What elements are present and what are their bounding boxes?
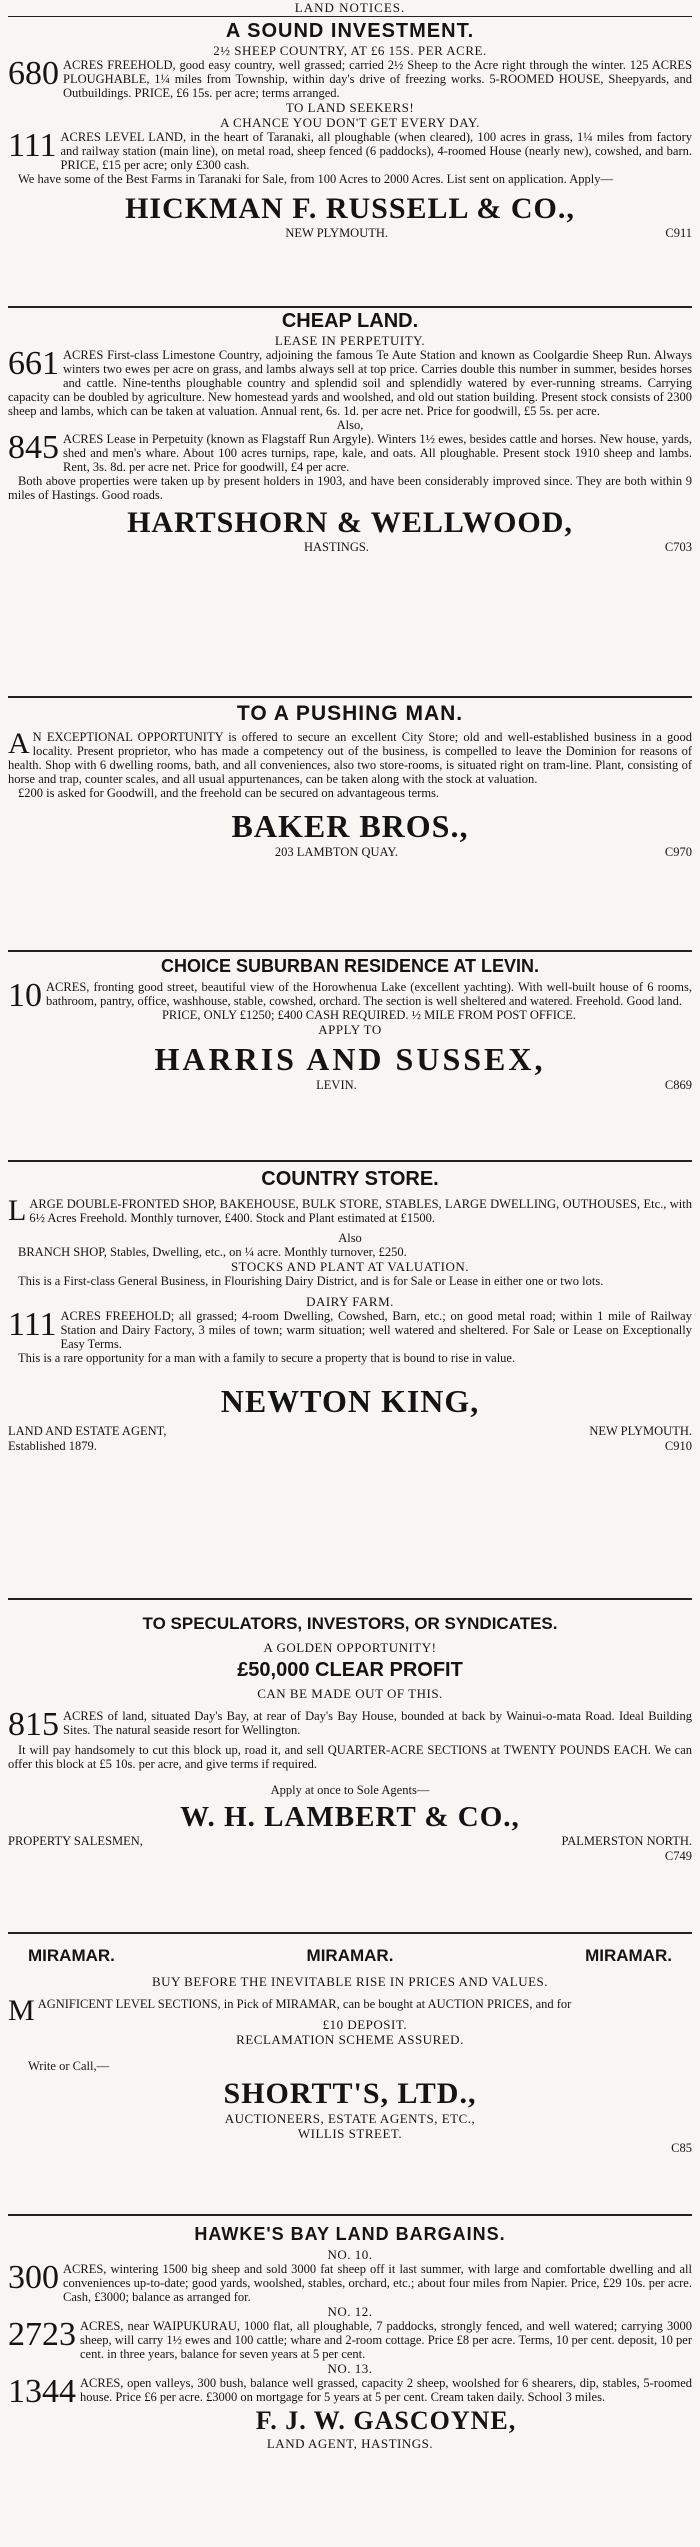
agent-location: LAND AGENT, HASTINGS. [266, 2436, 434, 2451]
ad-title: HAWKE'S BAY LAND BARGAINS. [194, 2224, 506, 2244]
ad-code: C911 [665, 226, 692, 240]
drop-cap: A [8, 727, 30, 760]
agent-name: HARRIS AND SUSSEX, [154, 1041, 546, 1077]
agent-location: WILLIS STREET. [297, 2126, 403, 2141]
ad-subtitle: 2½ SHEEP COUNTRY, AT £6 15S. PER ACRE. [213, 43, 487, 58]
acreage-number: 10 [8, 977, 42, 1014]
ad-paragraph: N EXCEPTIONAL OPPORTUNITY is offered to secure an excellent City Store; old and well-established business in a good locality. Present proprietor, who has made a competency out of the business, is compelled to leave the Dominion for reasons of health. Shop with 6 dwelling rooms, bath, and all conveniences, also two store-rooms, is situated right on tram-line. Plant, consisting of horse and trap, counter scales, and all usual appurtenances, can be taken along with the stock at valuation. [8, 730, 692, 786]
ad-code: C749 [664, 1849, 692, 1863]
ad-speculators [8, 1598, 692, 1934]
ad-paragraph: BRANCH SHOP, Stables, Dwelling, etc., on ¼ acre. Monthly turnover, £250. [18, 1245, 407, 1259]
ad-title: COUNTRY STORE. [261, 1168, 439, 1190]
section-header: LAND NOTICES. [8, 0, 692, 17]
ad-paragraph: It will pay handsomely to cut this block up, road it, and sell QUARTER-ACRE SECTIONS at TWENTY POUNDS EACH. We can offer this block at £5 10s. per acre, and give terms if required. [8, 1743, 692, 1771]
ad-line: TO LAND SEEKERS! [285, 100, 415, 115]
agent-name: HARTSHORN & WELLWOOD, [127, 506, 573, 539]
agent-location: LEVIN. [316, 1078, 357, 1092]
ad-paragraph: ACRES, wintering 1500 big sheep and sold 3000 fat sheep off it last summer, with large and comfortable dwelling and all conveniences up-to-date; good yards, woolshed, stables, orchard, etc.; about four miles from Napier. Price, £29 10s. per acre. Cash, £3000; balance as arranged for. [63, 2262, 692, 2304]
ad-paragraph: AGNIFICENT LEVEL SECTIONS, in Pick of MIRAMAR, can be bought at AUCTION PRICES, and for [37, 1997, 572, 2011]
newspaper-page [8, 0, 692, 2547]
ad-code: C85 [671, 2141, 692, 2155]
property-number: NO. 12. [327, 2304, 373, 2319]
drop-cap: L [8, 1194, 27, 1227]
ad-subtitle: BUY BEFORE THE INEVITABLE RISE IN PRICES AND VALUES. [151, 1974, 549, 1989]
ad-paragraph: ACRES Lease in Perpetuity (known as Flagstaff Run Argyle). Winters 1½ ewes, besides cattle and horses. New house, yards, shed and men's whare. About 100 acres turnips, rape, kale, and oats. All ploughable. Present stock 1910 sheep and lambs. Rent, 3s. 8d. per acre net. Price for goodwill, £4 per acre. [63, 432, 692, 474]
acreage-number: 680 [8, 55, 59, 92]
acreage-number: 1344 [8, 2373, 76, 2410]
ad-paragraph: ACRES, near WAIPUKURAU, 1000 flat, all ploughable, 7 paddocks, strongly fenced, and well watered; carrying 3000 sheep, will carry 1½ ewes and 100 cattle; whare and 2-room cottage. Price £8 per acre. Terms, 10 per cent. deposit, 10 per cent. in three years, balance for seven years at 5 per cent. [80, 2319, 692, 2361]
established-note: Established 1879. [8, 1439, 97, 1453]
ad-subtitle: CAN BE MADE OUT OF THIS. [257, 1686, 443, 1701]
property-number: NO. 10. [327, 2247, 373, 2262]
agent-title: AUCTIONEERS, ESTATE AGENTS, ETC., [224, 2111, 476, 2126]
ad-paragraph: This is a First-class General Business, in Flourishing Dairy District, and is for Sale or Lease in either one or two lots. [18, 1274, 604, 1288]
ad-paragraph: £200 is asked for Goodwill, and the freehold can be secured on advantageous terms. [18, 786, 440, 800]
ad-line: Apply at once to Sole Agents— [270, 1783, 430, 1797]
agent-location: NEW PLYMOUTH. [285, 226, 389, 240]
ad-line: Also, [336, 418, 364, 432]
ad-paragraph: Both above properties were taken up by present holders in 1903, and have been considerably improved since. They are both within 9 miles of Hastings. Good roads. [8, 474, 692, 502]
property-number: NO. 13. [327, 2361, 373, 2376]
ad-paragraph: ACRES FREEHOLD; all grassed; 4-room Dwelling, Cowshed, Barn, etc.; on good metal road; within 1 mile of Railway Station and Dairy Factory, 3 miles of town; warm situation; well watered and sheltered. For Sale or Lease on Exceptionally Easy Terms. [60, 1309, 692, 1351]
ad-price: PRICE, ONLY £1250; £400 CASH REQUIRED. ½ MILE FROM POST OFFICE. [161, 1008, 577, 1022]
ad-levin-residence [8, 950, 692, 1162]
ad-title: MIRAMAR. [28, 1946, 115, 1965]
ad-title: CHEAP LAND. [281, 310, 419, 332]
ad-subtitle: A GOLDEN OPPORTUNITY! [263, 1640, 437, 1655]
agent-name: HICKMAN F. RUSSELL & CO., [125, 192, 575, 225]
ad-code: C869 [664, 1078, 692, 1092]
ad-paragraph: ACRES of land, situated Day's Bay, at rear of Day's Bay House, bounded at back by Wainui-o-mata Road. Ideal Building Sites. The natural seaside resort for Wellington. [63, 1709, 692, 1737]
ad-subtitle: LEASE IN PERPETUITY. [274, 333, 426, 348]
ad-paragraph: ARGE DOUBLE-FRONTED SHOP, BAKEHOUSE, BULK STORE, STABLES, LARGE DWELLING, OUTHOUSES, Etc., with 6½ Acres Freehold. Monthly turnover, £400. Stock and Plant estimated at £1500. [29, 1197, 692, 1225]
agent-location: 203 LAMBTON QUAY. [274, 845, 398, 859]
ad-title: MIRAMAR. [585, 1946, 672, 1965]
agent-name: F. J. W. GASCOYNE, [255, 2406, 517, 2435]
acreage-number: 845 [8, 429, 59, 466]
ad-sound-investment [8, 16, 692, 308]
ad-country-store [8, 1160, 692, 1600]
ad-title: TO SPECULATORS, INVESTORS, OR SYNDICATES. [142, 1614, 558, 1633]
ad-headline: £50,000 CLEAR PROFIT [237, 1659, 463, 1681]
ad-line: STOCKS AND PLANT AT VALUATION. [230, 1259, 470, 1274]
ad-paragraph: This is a rare opportunity for a man with a family to secure a property that is bound to rise in value. [18, 1351, 516, 1365]
agent-title: LAND AND ESTATE AGENT, [8, 1424, 167, 1438]
ad-cheap-land [8, 306, 692, 698]
ad-line: A CHANCE YOU DON'T GET EVERY DAY. [220, 115, 480, 130]
acreage-number: 111 [8, 1306, 57, 1343]
acreage-number: 111 [8, 127, 57, 164]
ad-title: CHOICE SUBURBAN RESIDENCE AT LEVIN. [160, 956, 540, 976]
acreage-number: 300 [8, 2259, 59, 2296]
ad-paragraph: ACRES First-class Limestone Country, adjoining the famous Te Aute Station and known as Coolgardie Sheep Run. Always winters two ewes per acre on grass, and lambs always sell at top price. Carries double this number in summer, besides horses and cattle. Nine-tenths ploughable country and splendid soil and splendidly watered by ever-running streams. Carrying capacity can be doubled by agriculture. New homestead yards and woolshed, and old out station building. Present stock consists of 2300 sheep and lambs, which can be taken at valuation. Annual rent, 6s. 1d. per acre net. Price for goodwill, £5 5s. per acre. [8, 348, 692, 418]
ad-paragraph: We have some of the Best Farms in Taranaki for Sale, from 100 Acres to 2000 Acres. List sent on application. Apply— [18, 172, 613, 186]
ad-paragraph: ACRES LEVEL LAND, in the heart of Taranaki, all ploughable (when cleared), 100 acres in grass, 1¼ miles from factory and railway station (main line), on metal road, sheep fenced (6 paddocks), 4-roomed House (nearly new), cowshed, and barn. PRICE, £15 per acre; only £300 cash. [60, 130, 692, 172]
ad-paragraph: ACRES, open valleys, 300 bush, balance well grassed, capacity 2 sheep, woolshed for 6 shearers, dip, stables, 5-roomed house. Price £6 per acre. £3000 on mortgage for 5 years at 5 per cent. Cream taken daily. School 3 miles. [80, 2376, 692, 2404]
ad-line: RECLAMATION SCHEME ASSURED. [236, 2032, 464, 2047]
ad-line: DAIRY FARM. [306, 1294, 394, 1309]
ad-hawkes-bay [8, 2214, 692, 2547]
ad-title: TO A PUSHING MAN. [236, 702, 464, 725]
ad-code: C910 [664, 1439, 692, 1453]
agent-location: HASTINGS. [303, 540, 369, 554]
ad-title: MIRAMAR. [306, 1946, 394, 1965]
ad-line: Also [338, 1231, 362, 1245]
agent-title: PROPERTY SALESMEN, [8, 1834, 143, 1848]
ad-paragraph: ACRES FREEHOLD, good easy country, well grassed; carried 2½ Sheep to the Acre right through the winter. 125 ACRES PLOUGHABLE, 1¼ miles from Township, within day's drive of freezing works. 5-ROOMED HOUSE, Sheepyards, and Outbuildings. PRICE, £6 15s. per acre; terms arranged. [63, 58, 692, 100]
agent-name: W. H. LAMBERT & CO., [180, 1801, 520, 1833]
ad-code: C970 [664, 845, 692, 859]
agent-name: SHORTT'S, LTD., [223, 2077, 477, 2110]
acreage-number: 2723 [8, 2316, 76, 2353]
ad-line: APPLY TO [318, 1022, 382, 1037]
ad-code: C703 [664, 540, 692, 554]
agent-location: NEW PLYMOUTH. [589, 1424, 692, 1438]
ad-title: A SOUND INVESTMENT. [225, 20, 475, 42]
acreage-number: 661 [8, 345, 59, 382]
agent-location: PALMERSTON NORTH. [561, 1834, 692, 1848]
agent-name: NEWTON KING, [220, 1383, 480, 1419]
ad-pushing-man [8, 696, 692, 952]
ad-miramar [8, 1932, 692, 2216]
deposit-line: £10 DEPOSIT. [322, 2017, 408, 2032]
ad-paragraph: ACRES, fronting good street, beautiful view of the Horowhenua Lake (excellent yachting). With well-built house of 6 rooms, bathroom, pantry, office, washhouse, stable, cowshed, orchard. The section is well sheltered and watered. Freehold. Good land. [46, 980, 692, 1008]
agent-name: BAKER BROS., [231, 808, 469, 844]
ad-line: Write or Call,— [28, 2059, 110, 2073]
drop-cap: M [8, 1994, 35, 2027]
acreage-number: 815 [8, 1706, 59, 1743]
